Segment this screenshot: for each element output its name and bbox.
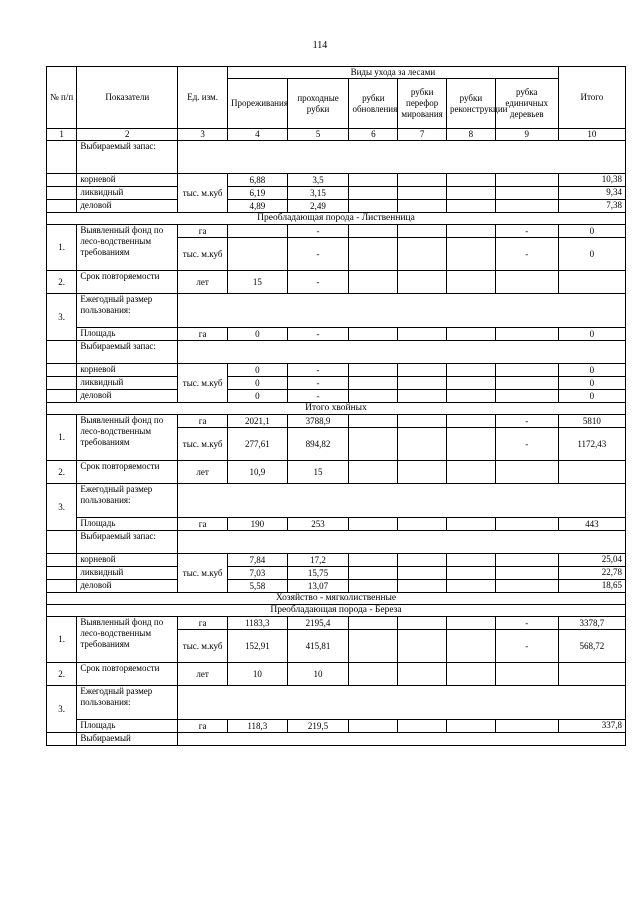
cell: 337,8: [558, 720, 625, 733]
table-row: [47, 328, 626, 341]
table-row: [47, 141, 626, 174]
table-row: [47, 390, 626, 403]
cell: -: [287, 328, 349, 341]
table-row: [47, 341, 626, 364]
table-row: [47, 686, 626, 720]
table-row: [47, 733, 626, 746]
row-number: 1.: [47, 617, 77, 663]
cell: 253: [287, 518, 349, 531]
cell: 7,84: [228, 554, 288, 567]
cell: -: [287, 225, 349, 238]
hdr-col7: рубки перефор мирования: [398, 79, 447, 129]
row-label: Выбираемый запас:: [77, 341, 178, 364]
col-number: 3: [178, 129, 228, 141]
cell: 3788,9: [287, 415, 349, 428]
col-number: 10: [558, 129, 625, 141]
row-label: Ежегодный размер пользования:: [77, 484, 178, 518]
col-number: 7: [398, 129, 447, 141]
row-label: Выявленный фонд по лесо-водственным требованиям: [77, 617, 178, 663]
cell: 0: [228, 328, 288, 341]
unit-cell: тыс. м.куб: [178, 428, 228, 461]
row-number: 1.: [47, 225, 77, 271]
cell: -: [495, 238, 558, 271]
cell: -: [495, 617, 558, 630]
unit-cell: тыс. м.куб: [178, 630, 228, 663]
section-title: Преобладающая порода - Береза: [47, 605, 626, 617]
cell: 3,5: [287, 174, 349, 187]
table-row: [47, 294, 626, 328]
cell: 152,91: [228, 630, 288, 663]
row-label: деловой: [77, 200, 178, 213]
row-label: Ежегодный размер пользования:: [77, 294, 178, 328]
hdr-unit: Ед. изм.: [178, 67, 228, 129]
unit-cell: тыс. м.куб: [178, 174, 228, 213]
page-number: 114: [312, 40, 328, 51]
section-title: Хозяйство - мягколиственные: [47, 593, 626, 605]
cell: 3378,7: [558, 617, 625, 630]
table-row: [47, 461, 626, 484]
cell: 190: [228, 518, 288, 531]
cell: 15: [287, 461, 349, 484]
table-row: [47, 518, 626, 531]
table-row: [47, 377, 626, 390]
table-row: [47, 200, 626, 213]
cell: 2195,4: [287, 617, 349, 630]
cell: -: [495, 630, 558, 663]
section-row: [47, 593, 626, 605]
hdr-col6: рубки обновления: [349, 79, 398, 129]
row-label: ликвидный: [77, 377, 178, 390]
table-row: [47, 484, 626, 518]
col-number: 2: [77, 129, 178, 141]
cell: 15: [228, 271, 288, 294]
cell: 9,34: [558, 187, 625, 200]
row-number: 2.: [47, 461, 77, 484]
cell: -: [495, 225, 558, 238]
col-number: 8: [447, 129, 496, 141]
cell: 0: [228, 390, 288, 403]
cell: 118,3: [228, 720, 288, 733]
row-label: деловой: [77, 580, 178, 593]
table-row: [47, 174, 626, 187]
cell: 1172,43: [558, 428, 625, 461]
cell: 5,58: [228, 580, 288, 593]
table-row: [47, 225, 626, 238]
col-number: 6: [349, 129, 398, 141]
row-label: Выявленный фонд по лесо-водственным требованиям: [77, 225, 178, 271]
section-row: [47, 403, 626, 415]
unit-cell: га: [178, 225, 228, 238]
row-label: корневой: [77, 554, 178, 567]
cell: 6,19: [228, 187, 288, 200]
table-row: [47, 720, 626, 733]
row-label: ликвидный: [77, 567, 178, 580]
table-row: [47, 364, 626, 377]
section-title: Итого хвойных: [47, 403, 626, 415]
row-label: корневой: [77, 174, 178, 187]
row-label: Ежегодный размер пользования:: [77, 686, 178, 720]
row-label: деловой: [77, 390, 178, 403]
cell: -: [287, 364, 349, 377]
cell: 219,5: [287, 720, 349, 733]
cell: 568,72: [558, 630, 625, 663]
unit-cell: га: [178, 518, 228, 531]
row-label: Выявленный фонд по лесо-водственным требованиям: [77, 415, 178, 461]
cell: 10: [287, 663, 349, 686]
row-number: 3.: [47, 484, 77, 531]
cell: 2,49: [287, 200, 349, 213]
table-row: [47, 415, 626, 428]
cell: 22,78: [558, 567, 625, 580]
cell: 0: [228, 377, 288, 390]
row-number: 2.: [47, 271, 77, 294]
cell: 277,61: [228, 428, 288, 461]
hdr-total: Итого: [558, 67, 625, 129]
row-label: Срок повторяемости: [77, 663, 178, 686]
cell: 6,88: [228, 174, 288, 187]
table-row: [47, 580, 626, 593]
cell: -: [287, 390, 349, 403]
unit-cell: тыс. м.куб: [178, 364, 228, 403]
row-label: Площадь: [77, 328, 178, 341]
cell: 15,75: [287, 567, 349, 580]
hdr-types-title: Виды ухода за лесами: [228, 67, 559, 79]
col-number: 5: [287, 129, 349, 141]
header-row-1: [47, 67, 626, 79]
row-number: 3.: [47, 686, 77, 733]
cell: 415,81: [287, 630, 349, 663]
unit-cell: лет: [178, 461, 228, 484]
cell: 2021,1: [228, 415, 288, 428]
cell: 10,9: [228, 461, 288, 484]
cell: 17,2: [287, 554, 349, 567]
unit-cell: лет: [178, 663, 228, 686]
cell: -: [287, 238, 349, 271]
col-number: 1: [47, 129, 77, 141]
row-number: 1.: [47, 415, 77, 461]
table-row: [47, 554, 626, 567]
table-row: [47, 617, 626, 630]
table-row: [47, 187, 626, 200]
table-row: [47, 663, 626, 686]
unit-cell: га: [178, 415, 228, 428]
hdr-col4: Прореживания: [228, 79, 288, 129]
unit-cell: га: [178, 720, 228, 733]
cell: 894,82: [287, 428, 349, 461]
cell: 0: [558, 377, 625, 390]
forest-care-table: [46, 66, 626, 746]
cell: 0: [558, 390, 625, 403]
unit-cell: га: [178, 328, 228, 341]
cell: 443: [558, 518, 625, 531]
row-label: Срок повторяемости: [77, 271, 178, 294]
table-row: [47, 271, 626, 294]
cell: 3,15: [287, 187, 349, 200]
col-number: 4: [228, 129, 288, 141]
row-label: Выбираемый запас:: [77, 531, 178, 554]
hdr-col9: рубка единичных деревьев: [495, 79, 558, 129]
cell: 1183,3: [228, 617, 288, 630]
cell: 7,38: [558, 200, 625, 213]
cell: 0: [228, 364, 288, 377]
row-number: 2.: [47, 663, 77, 686]
cell: 7,03: [228, 567, 288, 580]
row-label: Выбираемый запас:: [77, 141, 178, 174]
row-label: Срок повторяемости: [77, 461, 178, 484]
unit-cell: лет: [178, 271, 228, 294]
cell: -: [287, 377, 349, 390]
row-number: 3.: [47, 294, 77, 341]
row-label: корневой: [77, 364, 178, 377]
cell: 18,65: [558, 580, 625, 593]
cell: 5810: [558, 415, 625, 428]
cell: 25,04: [558, 554, 625, 567]
hdr-indicators: Показатели: [77, 67, 178, 129]
section-title: Преобладающая порода - Лиственница: [47, 213, 626, 225]
hdr-col8: рубки реконструкции: [447, 79, 496, 129]
unit-cell: тыс. м.куб: [178, 238, 228, 271]
cell: 0: [558, 225, 625, 238]
table-row: [47, 531, 626, 554]
cell: 0: [558, 364, 625, 377]
cell: 10: [228, 663, 288, 686]
cell: 4,89: [228, 200, 288, 213]
row-label: ликвидный: [77, 187, 178, 200]
cell: 13,07: [287, 580, 349, 593]
col-number: 9: [495, 129, 558, 141]
section-row: [47, 213, 626, 225]
row-label: Выбираемый: [77, 733, 178, 746]
hdr-num: № п/п: [47, 67, 77, 129]
cell: -: [287, 271, 349, 294]
cell: 0: [558, 328, 625, 341]
column-numbers-row: [47, 129, 626, 141]
table-row: [47, 567, 626, 580]
row-label: Площадь: [77, 720, 178, 733]
unit-cell: га: [178, 617, 228, 630]
section-row: [47, 605, 626, 617]
cell: 10,38: [558, 174, 625, 187]
unit-cell: тыс. м.куб: [178, 554, 228, 593]
cell: -: [495, 428, 558, 461]
cell: -: [495, 415, 558, 428]
cell: 0: [558, 238, 625, 271]
row-label: Площадь: [77, 518, 178, 531]
hdr-col5: проходные рубки: [287, 79, 349, 129]
